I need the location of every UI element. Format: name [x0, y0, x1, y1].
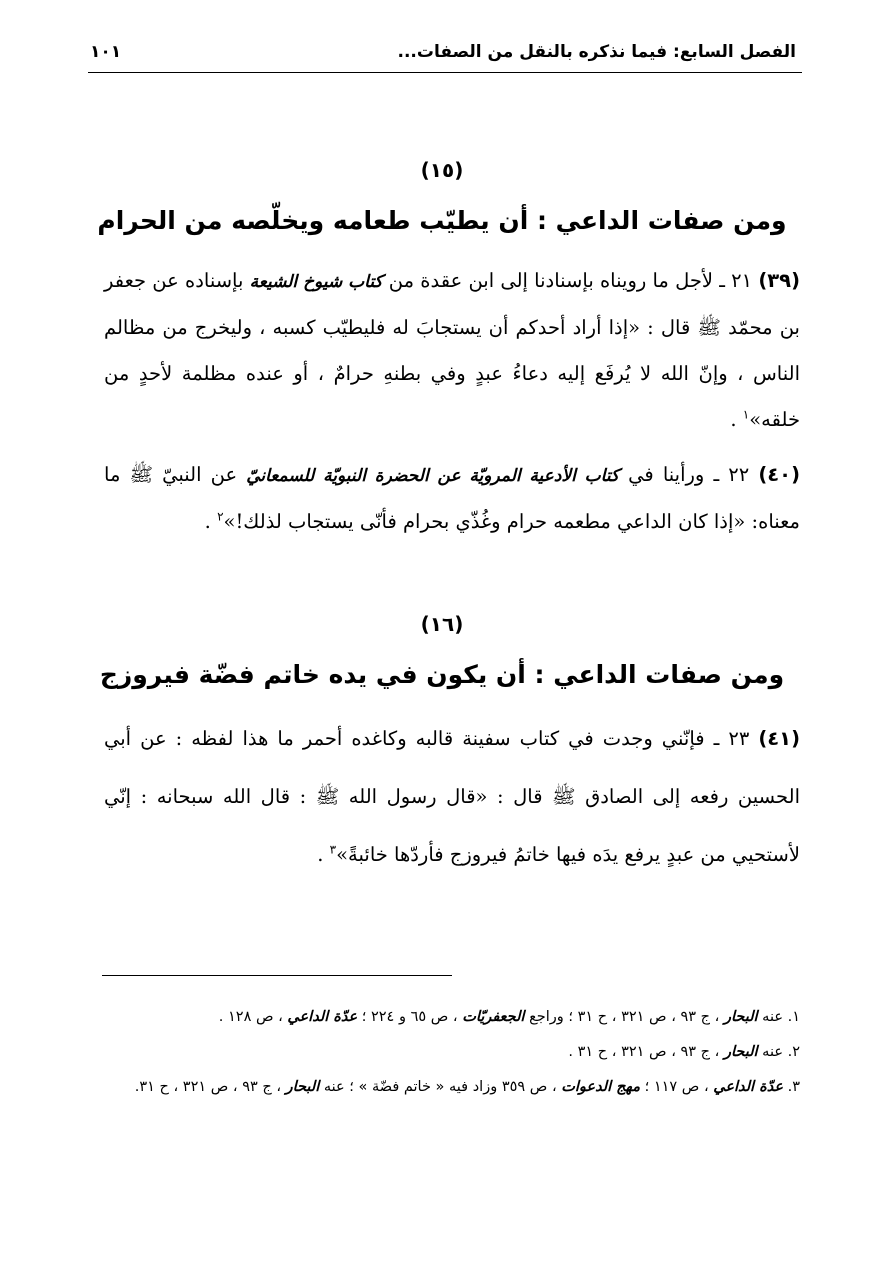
footnote-book-title: البحار: [723, 1044, 758, 1060]
footnote-text: ، ص ١٢٨ .: [218, 1009, 288, 1025]
footnote-ref[interactable]: ٢: [217, 509, 224, 524]
footnotes: [96, 1000, 800, 1105]
entry-number: (٣٩): [758, 269, 800, 292]
footnote-ref[interactable]: ٣: [329, 842, 337, 857]
book-title: كتاب الأدعية المرويّة عن الحضرة النبويّة للسمعانيّ: [246, 466, 620, 486]
footnote-book-title: عدّة الداعي: [713, 1079, 783, 1095]
footnote-rule: [102, 975, 452, 976]
footnote-2: [96, 1035, 800, 1070]
footnote-1: [96, 1000, 800, 1035]
footnote-text: ، ص ١١٧ ؛: [640, 1079, 714, 1095]
footnote-book-title: البحار: [285, 1079, 320, 1095]
footnote-text: ، ج ٩٣ ، ص ٣٢١ ، ح ٣١ ؛ وراجع: [524, 1009, 724, 1025]
entry-end: .: [204, 510, 218, 533]
footnote-book-title: عدّة الداعي: [287, 1009, 358, 1025]
footnote-text: ، ج ٩٣ ، ص ٣٢١ ، ح ٣١.: [134, 1079, 286, 1095]
entry-text: بإسناده عن جعفر بن محمّد ﷺ قال : «إذا أراد أحدكم أن يستجابَ له فليطيّب كسبه ، وليخرج من مظالم الناس ، وإنّ الله لا يُرفَع إليه دعاءُ عبدٍ وفي بطنهِ حرامٌ ، أو عنده مظلمة لأحدٍ من خلقه»: [104, 269, 800, 431]
footnote-number: ١.: [787, 1009, 800, 1025]
footnote-ref[interactable]: ١: [742, 407, 750, 422]
entry-end: .: [730, 408, 743, 431]
footnote-book-title: البحار: [723, 1009, 758, 1025]
entry-text: ٢٢ ـ ورأينا في: [619, 463, 750, 486]
entry-number: (٤١): [758, 727, 800, 750]
footnote-number: ٣.: [787, 1079, 800, 1095]
entry-text: ٢٣ ـ فإنّني وجدت في كتاب سفينة قالبه وكاغده أحمر ما هذا لفظه : عن أبي الحسين رفعه إلى الصادق ﷺ قال : «قال رسول الله ﷺ : قال الله سبحانه : إنّي لأستحيي من عبدٍ يرفع يدَه فيها خاتمُ فيروزج فأردّها خائبةً»: [104, 727, 800, 866]
header-rule: [88, 72, 802, 73]
footnote-book-title: مهج الدعوات: [561, 1079, 640, 1095]
footnote-3: [96, 1070, 800, 1105]
section-heading: ومن صفات الداعي : أن يكون في يده خاتم فضّة فيروزج: [99, 660, 785, 689]
book-title: كتاب شيوخ الشيعة: [249, 272, 383, 292]
entry-paragraph: [104, 710, 800, 884]
entry-paragraph: [104, 258, 800, 443]
footnote-text: ، ص ٦٥ و ٢٢٤ ؛: [357, 1009, 463, 1025]
entry-end: .: [317, 843, 330, 866]
footnote-text: ، ج ٩٣ ، ص ٣٢١ ، ح ٣١ .: [568, 1044, 724, 1060]
section-number: (١٥): [420, 158, 464, 182]
entry-paragraph: [104, 452, 800, 545]
footnote-text: عنه: [757, 1009, 788, 1025]
footnote-number: ٢.: [787, 1044, 800, 1060]
entry-number: (٤٠): [758, 463, 800, 486]
section-heading: ومن صفات الداعي : أن يطيّب طعامه ويخلّصه من الحرام: [97, 206, 787, 235]
chapter-title: الفصل السابع: فيما نذكره بالنقل من الصفات...: [397, 42, 796, 62]
entry-text: ٢١ ـ لأجل ما رويناه بإسنادنا إلى ابن عقدة من: [382, 269, 753, 292]
running-header: [90, 38, 796, 66]
footnote-text: عنه: [757, 1044, 788, 1060]
page-number: ١٠١: [90, 42, 122, 62]
section-number: (١٦): [420, 612, 464, 636]
entry-text: عن النبيّ ﷺ ما معناه: «إذا كان الداعي مطعمه حرام وغُذّي بحرام فأنّى يستجاب لذلك!»: [104, 463, 800, 533]
footnote-book-title: الجعفريّات: [462, 1009, 525, 1025]
footnote-text: ، ص ٣٥٩ وزاد فيه « خاتم فضّة » ؛ عنه: [319, 1079, 562, 1095]
